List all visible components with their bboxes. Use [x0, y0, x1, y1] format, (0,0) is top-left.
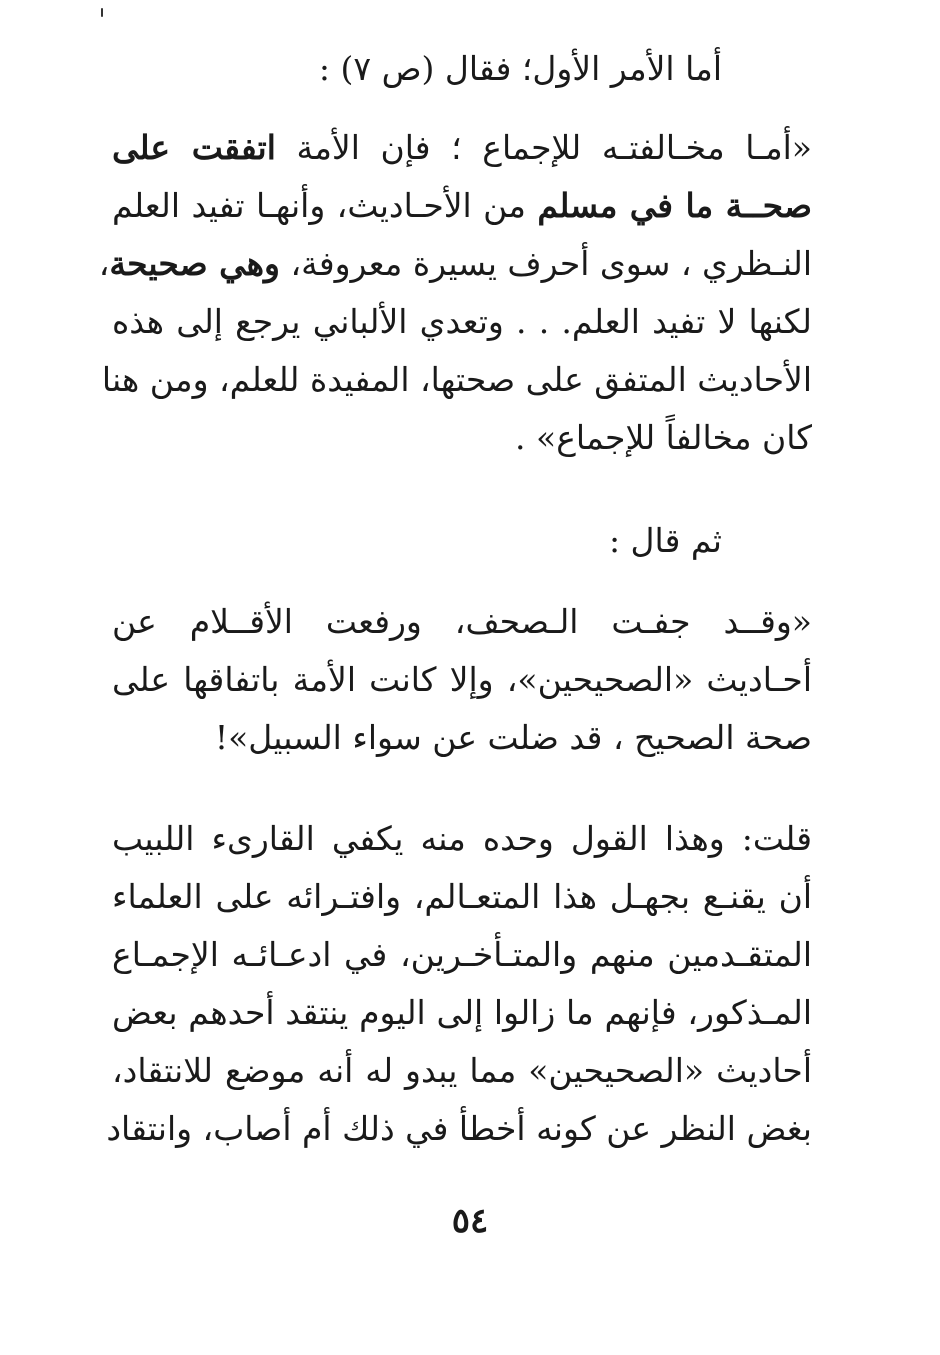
comment-line: قلت: وهذا القول وحده منه يكفي القارىء اللبيب — [112, 819, 812, 858]
comment-line: أن يقنـع بجهـل هذا المتعـالم، وافتـرائه على العلماء — [112, 877, 812, 916]
text-segment: «أمـا مخـالفتـه للإجماع ؛ فإن الأمة — [275, 128, 812, 167]
quote2-line: صحة الصحيح ، قد ضلت عن سواء السبيل»! — [214, 718, 812, 757]
quote1-line — [112, 293, 812, 351]
quote1-line — [98, 235, 812, 293]
text-segment: الأحاديث المتفق على صحتها، المفيدة للعلم، ومن هنا — [101, 360, 812, 399]
scan-speck — [101, 8, 103, 17]
bold-text-segment: وهي صحيحة — [109, 244, 280, 283]
quote1-line — [101, 351, 812, 409]
text-segment: النـظري ، سوى أحرف يسيرة معروفة، — [280, 244, 812, 283]
text-segment: لكنها لا تفيد العلم. . . وتعدي الألباني يرجع إلى هذه — [112, 302, 812, 341]
quote-paragraph-1 — [98, 119, 813, 467]
comment-line: المـذكور، فإنهم ما زالوا إلى اليوم ينتقد أحدهم بعض — [112, 993, 812, 1032]
comment-paragraph — [106, 810, 812, 1158]
quote-paragraph-2 — [112, 593, 812, 767]
quote1-line — [112, 177, 812, 235]
then-said-line: ثم قال : — [608, 521, 722, 560]
text-segment: ، — [98, 244, 110, 283]
quote1-line — [112, 119, 812, 177]
text-segment: كان مخالفاً للإجماع» . — [515, 418, 812, 457]
page-number: ٥٤ — [451, 1201, 489, 1241]
comment-line: بغض النظر عن كونه أخطأ في ذلك أم أصاب، وانتقاد — [106, 1109, 812, 1148]
bold-text-segment: صحــة ما في مسلم — [537, 186, 813, 225]
intro-line: أما الأمر الأول؛ فقال (ص ٧) : — [318, 49, 722, 88]
comment-line: أحاديث «الصحيحين» مما يبدو له أنه موضع للانتقاد، — [112, 1051, 812, 1090]
comment-line: المتقـدمين منهم والمتـأخـرين، في ادعـائـه الإجمـاع — [112, 935, 812, 974]
text-segment: من الأحـاديث، وأنهـا تفيد العلم — [112, 186, 538, 225]
quote1-line — [112, 409, 812, 467]
quote2-line: «وقــد جفـت الـصحف، ورفعت الأقــلام عن — [112, 602, 812, 641]
quote2-line: أحـاديث «الصحيحين»، وإلا كانت الأمة باتفاقها على — [112, 660, 812, 699]
bold-text-segment: اتفقت على — [112, 128, 276, 167]
